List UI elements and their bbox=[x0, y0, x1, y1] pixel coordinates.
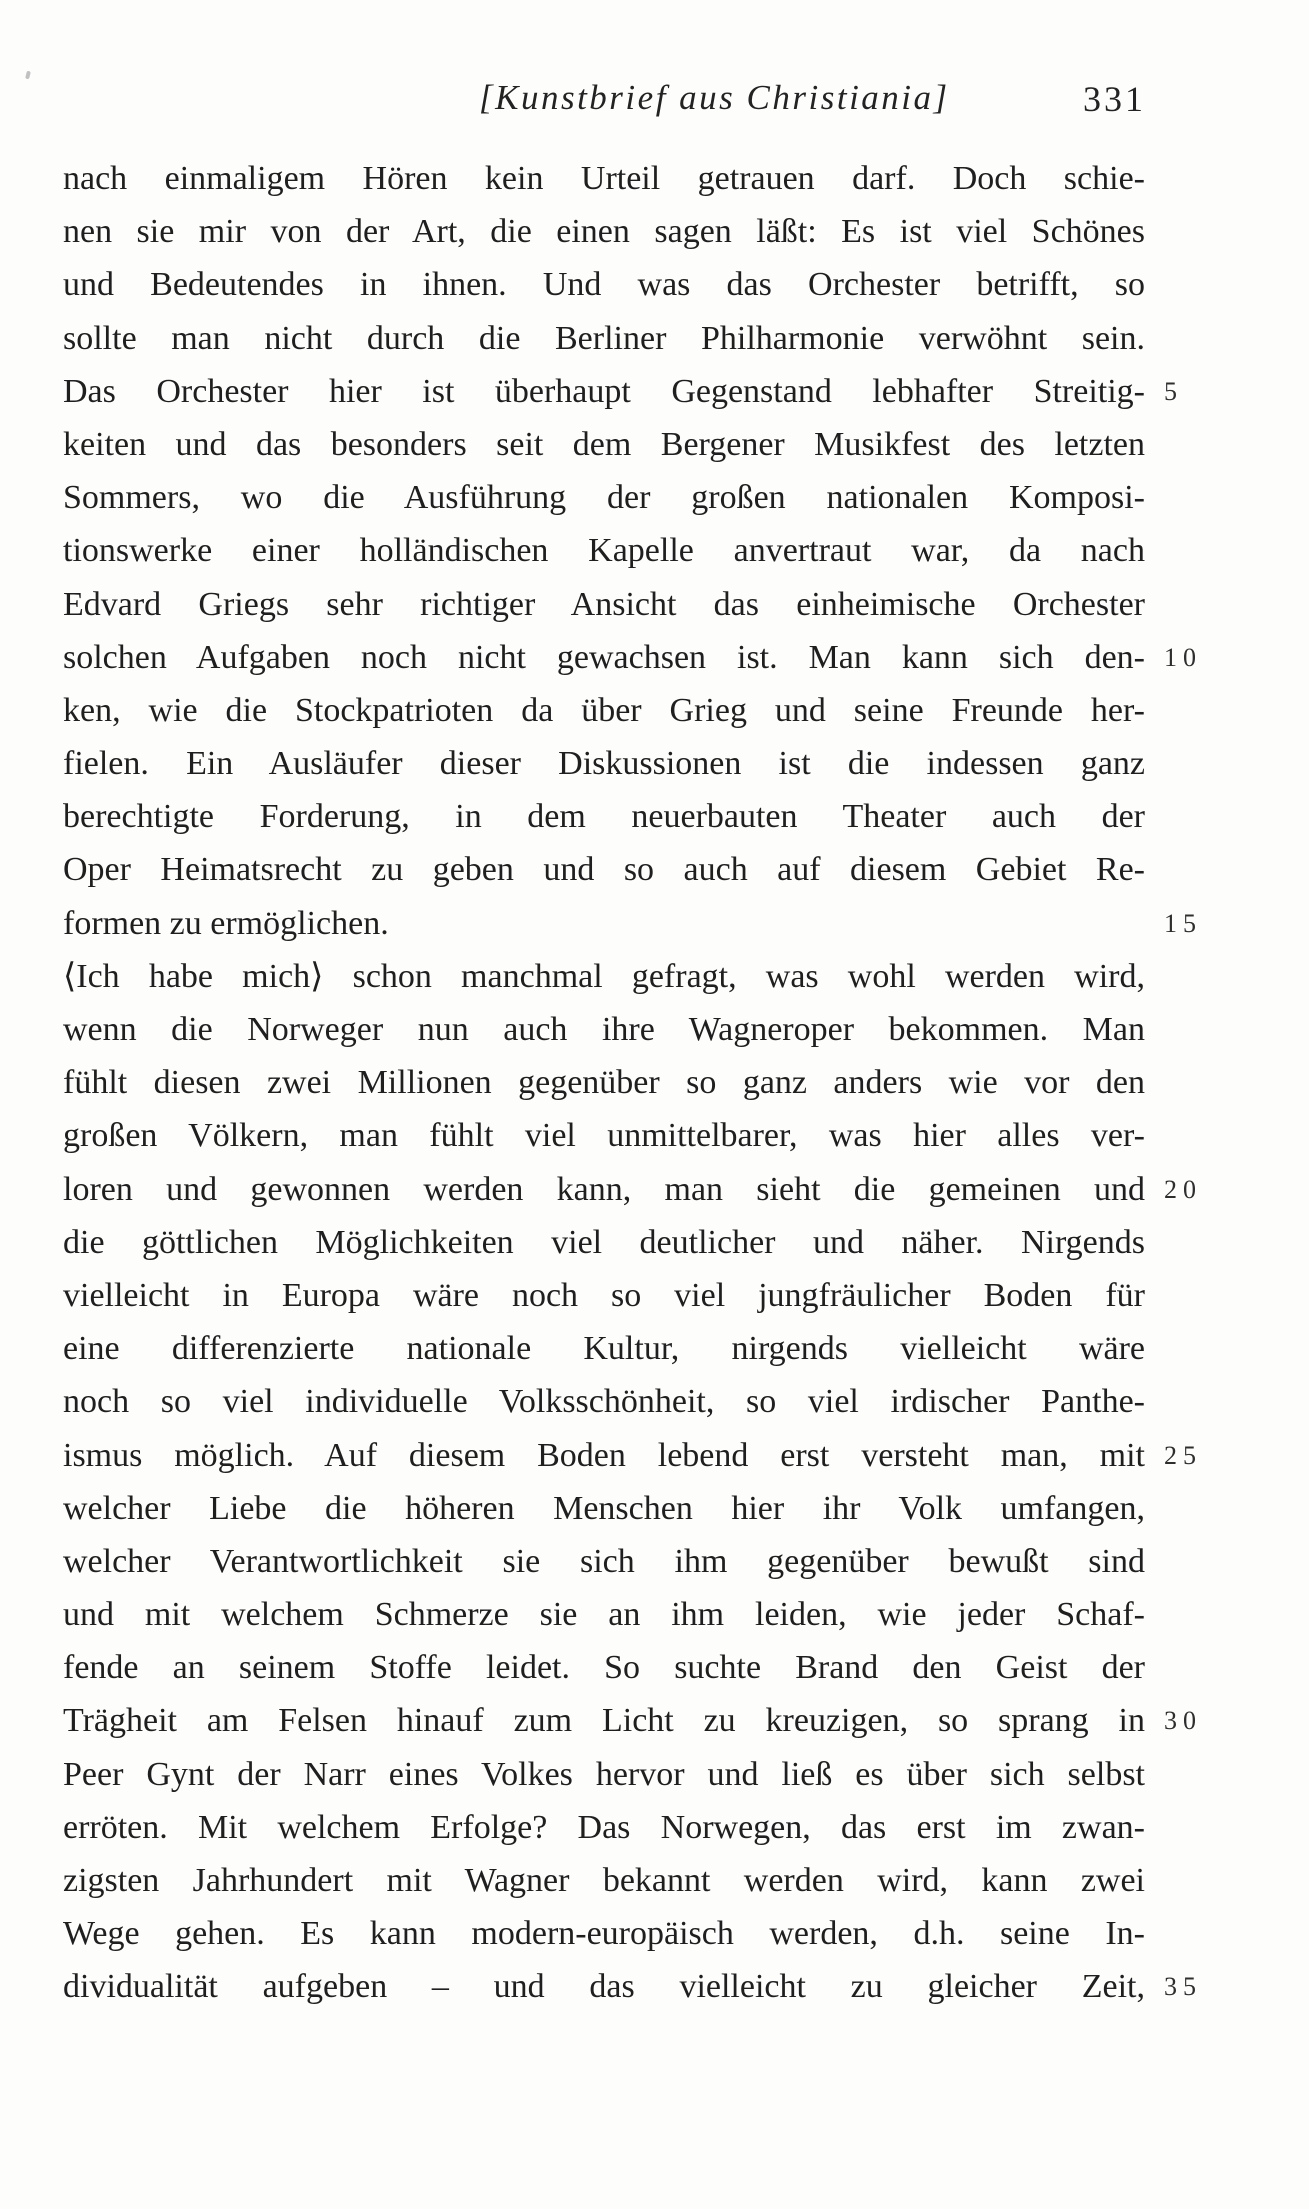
text-line-content: noch so viel individuelle Volksschönheit, so viel irdischer Panthe- bbox=[63, 1383, 1145, 1421]
text-line bbox=[63, 790, 1145, 843]
text-line-content: Peer Gynt der Narr eines Volkes hervor und ließ es über sich selbst bbox=[63, 1755, 1145, 1793]
text-line-content: Wege gehen. Es kann modern-europäisch werden, d.h. seine In- bbox=[63, 1915, 1145, 1953]
text-line-content: ⟨Ich habe mich⟩ schon manchmal gefragt, was wohl werden wird, bbox=[63, 957, 1145, 995]
text-line bbox=[63, 205, 1145, 258]
text-line-content: dividualität aufgeben – und das vielleicht zu gleicher Zeit, bbox=[63, 1968, 1145, 2006]
text-line bbox=[63, 1216, 1145, 1269]
line-number: 5 bbox=[1164, 376, 1183, 406]
text-line-content: Edvard Griegs sehr richtiger Ansicht das einheimische Orchester bbox=[63, 585, 1145, 623]
text-line-content: die göttlichen Möglichkeiten viel deutlicher und näher. Nirgends bbox=[63, 1223, 1145, 1261]
text-line-content: berechtigte Forderung, in dem neuerbauten Theater auch der bbox=[63, 798, 1145, 836]
running-head bbox=[0, 78, 1309, 126]
text-line bbox=[63, 578, 1145, 631]
text-line-content: fielen. Ein Ausläufer dieser Diskussionen ist die indessen ganz bbox=[63, 745, 1145, 783]
text-line bbox=[63, 737, 1145, 790]
text-line bbox=[63, 1535, 1145, 1588]
text-line-content: Oper Heimatsrecht zu geben und so auch auf diesem Gebiet Re- bbox=[63, 851, 1145, 889]
text-line bbox=[63, 1163, 1202, 1216]
text-line bbox=[63, 1588, 1145, 1641]
text-line-content: sollte man nicht durch die Berliner Philharmonie verwöhnt sein. bbox=[63, 319, 1145, 357]
text-line-content: eine differenzierte nationale Kultur, nirgends vielleicht wäre bbox=[63, 1330, 1145, 1368]
text-line bbox=[63, 1907, 1145, 1960]
text-line bbox=[63, 1003, 1145, 1056]
text-line bbox=[63, 418, 1145, 471]
text-line bbox=[63, 524, 1145, 577]
text-line bbox=[63, 1960, 1202, 2013]
line-number: 20 bbox=[1164, 1174, 1202, 1204]
text-line-content: Sommers, wo die Ausführung der großen nationalen Komposi- bbox=[63, 479, 1145, 517]
text-line bbox=[63, 471, 1145, 524]
text-line-content: großen Völkern, man fühlt viel unmittelbarer, was hier alles ver- bbox=[63, 1117, 1145, 1155]
text-line bbox=[63, 1109, 1145, 1162]
text-line bbox=[63, 1748, 1145, 1801]
text-line-content: und mit welchem Schmerze sie an ihm leiden, wie jeder Schaf- bbox=[63, 1596, 1145, 1634]
text-line-content: ken, wie die Stockpatrioten da über Grieg und seine Freunde her- bbox=[63, 691, 1145, 729]
text-line bbox=[63, 1482, 1145, 1535]
text-line bbox=[63, 152, 1145, 205]
line-number: 30 bbox=[1164, 1706, 1202, 1736]
text-line-content: solchen Aufgaben noch nicht gewachsen ist. Man kann sich den- bbox=[63, 638, 1145, 676]
text-line bbox=[63, 258, 1145, 311]
text-line-content: und Bedeutendes in ihnen. Und was das Orchester betrifft, so bbox=[63, 266, 1145, 304]
text-line bbox=[63, 631, 1202, 684]
text-line bbox=[63, 365, 1183, 418]
text-line-content: tionswerke einer holländischen Kapelle anvertraut war, da nach bbox=[63, 532, 1145, 570]
text-line bbox=[63, 1322, 1145, 1375]
text-block bbox=[63, 152, 1202, 2014]
text-line-content: zigsten Jahrhundert mit Wagner bekannt werden wird, kann zwei bbox=[63, 1862, 1145, 1899]
text-line bbox=[63, 312, 1145, 365]
text-line bbox=[63, 684, 1145, 737]
text-line-content: fende an seinem Stoffe leidet. So suchte Brand den Geist der bbox=[63, 1649, 1145, 1687]
text-line-content: formen zu ermöglichen. bbox=[63, 904, 389, 942]
text-line bbox=[63, 1056, 1145, 1109]
text-line bbox=[63, 843, 1145, 896]
line-number: 15 bbox=[1164, 908, 1202, 938]
text-line bbox=[63, 1694, 1202, 1747]
text-line-content: nen sie mir von der Art, die einen sagen läßt: Es ist viel Schönes bbox=[63, 213, 1145, 251]
text-line-content: ismus möglich. Auf diesem Boden lebend erst versteht man, mit bbox=[63, 1436, 1145, 1474]
text-line-content: welcher Liebe die höheren Menschen hier ihr Volk umfangen, bbox=[63, 1489, 1145, 1527]
text-line-content: vielleicht in Europa wäre noch so viel jungfräulicher Boden für bbox=[63, 1276, 1145, 1314]
text-line bbox=[63, 1269, 1145, 1322]
text-line-content: Trägheit am Felsen hinauf zum Licht zu kreuzigen, so sprang in bbox=[63, 1702, 1145, 1740]
text-line bbox=[63, 1801, 1145, 1854]
text-line-content: welcher Verantwortlichkeit sie sich ihm gegenüber bewußt sind bbox=[63, 1542, 1145, 1580]
text-line bbox=[63, 1641, 1145, 1694]
text-line-content: erröten. Mit welchem Erfolge? Das Norwegen, das erst im zwan- bbox=[63, 1808, 1145, 1846]
text-line bbox=[63, 1429, 1202, 1482]
text-line bbox=[63, 1854, 1145, 1907]
text-line bbox=[63, 897, 1202, 950]
line-number: 10 bbox=[1164, 642, 1202, 672]
text-line bbox=[63, 1375, 1145, 1428]
line-number: 35 bbox=[1164, 1972, 1202, 2002]
text-line-content: nach einmaligem Hören kein Urteil getrauen darf. Doch schie- bbox=[63, 160, 1145, 197]
text-line-content: Das Orchester hier ist überhaupt Gegenstand lebhafter Streitig- bbox=[63, 372, 1145, 410]
text-line-content: wenn die Norweger nun auch ihre Wagneroper bekommen. Man bbox=[63, 1011, 1145, 1048]
line-number: 25 bbox=[1164, 1440, 1202, 1470]
text-line-content: fühlt diesen zwei Millionen gegenüber so ganz anders wie vor den bbox=[63, 1064, 1145, 1102]
text-line bbox=[63, 950, 1145, 1003]
text-line-content: loren und gewonnen werden kann, man sieht die gemeinen und bbox=[63, 1170, 1145, 1208]
page-number: 331 bbox=[1083, 79, 1146, 119]
running-head-title: [Kunstbrief aus Christiania] bbox=[479, 78, 950, 117]
text-line-content: keiten und das besonders seit dem Bergener Musikfest des letzten bbox=[63, 425, 1145, 463]
